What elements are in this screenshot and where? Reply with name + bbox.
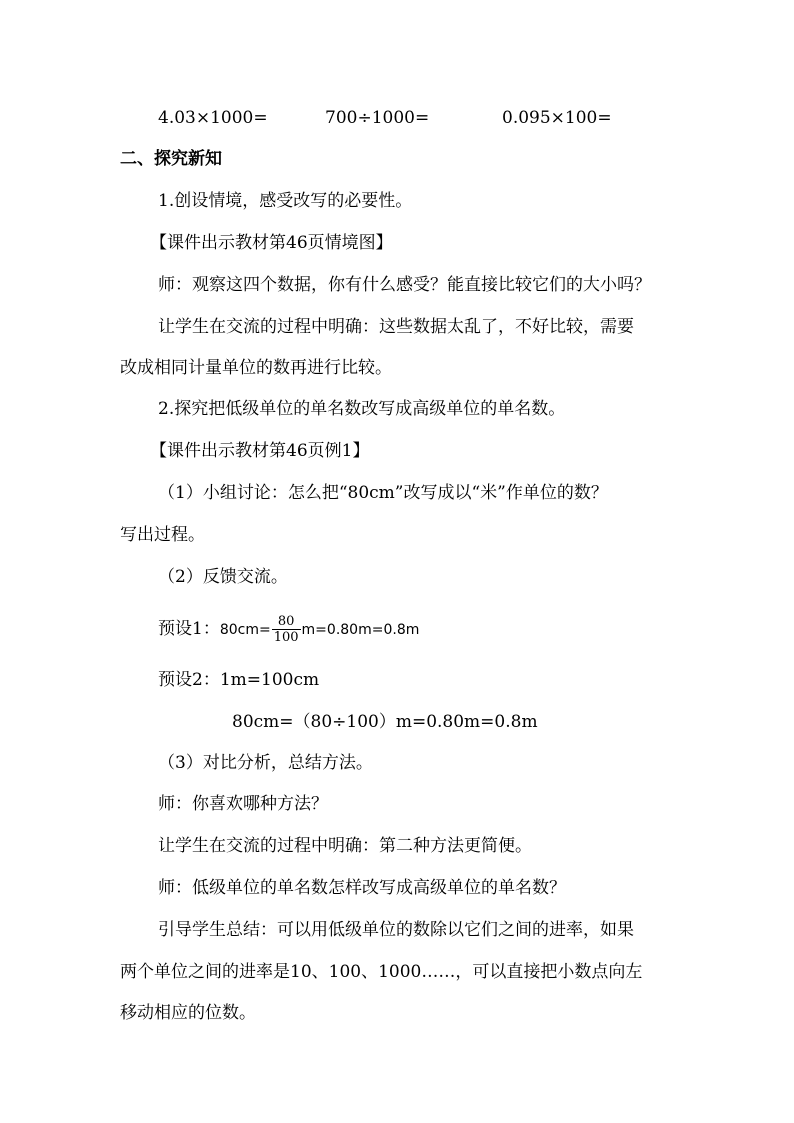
preset-1-left: 80cm= <box>219 622 271 638</box>
feedback-exchange: （2）反馈交流。 <box>158 567 288 587</box>
section-heading: 二、探究新知 <box>120 149 222 169</box>
paragraph-clarify-line-2: 改成相同计量单位的数再进行比较。 <box>120 358 392 378</box>
clarify-simpler-method: 让学生在交流的过程中明确：第二种方法更简便。 <box>158 836 532 856</box>
preset-1-label: 预设1： <box>158 619 220 639</box>
preset-1-fraction <box>272 614 301 645</box>
teacher-question-3: 师：低级单位的单名数怎样改写成高级单位的单名数？ <box>158 878 566 898</box>
preset-2-line-1: 1m=100cm <box>219 670 320 690</box>
summary-line-3: 移动相应的位数。 <box>120 1003 256 1023</box>
preset-1 <box>158 614 419 645</box>
preset-2 <box>158 669 319 691</box>
review-expression-1: 4.03×1000= <box>158 108 268 128</box>
review-expression-3: 0.095×100= <box>502 108 612 128</box>
preset-1-right: m=0.80m=0.8m <box>301 622 420 638</box>
fraction-denominator: 100 <box>273 630 299 645</box>
fraction-numerator: 80 <box>272 614 301 630</box>
compare-analyze: （3）对比分析，总结方法。 <box>158 753 373 773</box>
summary-line-1: 引导学生总结：可以用低级单位的数除以它们之间的进率，如果 <box>158 920 634 940</box>
paragraph-step-1: 1.创设情境，感受改写的必要性。 <box>158 191 413 211</box>
paragraph-clarify-line-1: 让学生在交流的过程中明确：这些数据太乱了，不好比较，需要 <box>158 317 634 337</box>
group-discussion-line-2: 写出过程。 <box>120 525 205 545</box>
preset-2-label: 预设2： <box>158 670 220 690</box>
review-expression-2: 700÷1000= <box>325 108 430 128</box>
teacher-question-2: 师：你喜欢哪种方法？ <box>158 794 328 814</box>
summary-line-2: 两个单位之间的进率是10、100、1000……，可以直接把小数点向左 <box>120 962 643 982</box>
preset-2-line-2: 80cm=（80÷100）m=0.80m=0.8m <box>232 712 538 732</box>
group-discussion-line-1: （1）小组讨论：怎么把“80cm”改写成以“米”作单位的数？ <box>158 483 608 503</box>
paragraph-step-2: 2.探究把低级单位的单名数改写成高级单位的单名数。 <box>158 399 566 419</box>
teacher-question-1: 师：观察这四个数据，你有什么感受？能直接比较它们的大小吗？ <box>158 275 651 295</box>
courseware-note-2: 【课件出示教材第46页例1】 <box>150 441 370 461</box>
courseware-note-1: 【课件出示教材第46页情境图】 <box>150 233 393 253</box>
